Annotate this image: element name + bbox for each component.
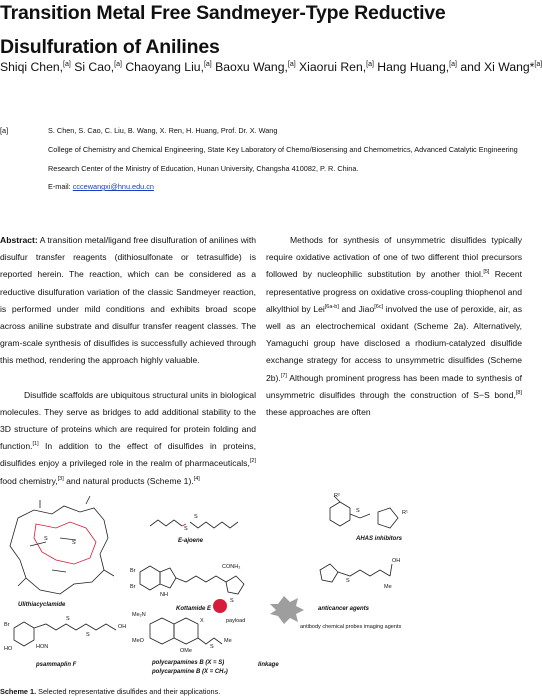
atom-label: NH: [160, 592, 168, 598]
polycarpamine-structure: [150, 618, 222, 644]
email-link[interactable]: cccewangxi@hnu.edu.cn: [72, 182, 154, 191]
atom-label: S: [86, 632, 90, 638]
atom-label: Br: [130, 584, 136, 590]
affiliation-email: [48, 182, 154, 191]
atom-label: S: [72, 540, 76, 546]
left-column: [0, 232, 256, 490]
atom-label: OH: [118, 624, 127, 630]
antibody-icon: [270, 596, 304, 624]
label-ahas: AHAS inhibitors: [356, 536, 402, 542]
intro-text: In addition to the effect of disulfides in proteins, disulfides enjoy a privileged role in the realm of pharmaceuticals,: [0, 441, 256, 469]
ajoene-structure: [150, 520, 238, 528]
author-name: Xiaorui Ren,: [295, 60, 367, 74]
kottamide-structure: [140, 566, 244, 594]
psammaplin-structure: [14, 622, 116, 646]
atom-label: X: [200, 618, 204, 624]
author-name: and Xi Wang*: [456, 60, 535, 74]
citation: [1]: [32, 441, 39, 448]
author-name: Baoxu Wang,: [211, 60, 288, 74]
atom-label: Me: [384, 584, 392, 590]
atom-label: HON: [36, 644, 49, 650]
body-text: these approaches are often: [266, 407, 371, 418]
right-column: [266, 232, 522, 421]
ulithiacyclamide-structure: [10, 496, 114, 594]
author-affiliation-mark: [a]: [287, 60, 296, 68]
citation: [5]: [483, 269, 490, 276]
atom-label: S: [346, 578, 350, 584]
intro-paragraph: [0, 387, 256, 490]
label-ulithiacyclamide: Ulithiacyclamide: [18, 602, 66, 608]
author-affiliation-mark: [a]: [449, 60, 457, 68]
affiliation-names: S. Chen, S. Cao, C. Liu, B. Wang, X. Ren, H. Huang, Prof. Dr. X. Wang: [48, 126, 278, 135]
author-list: [0, 60, 542, 74]
label-polycarpamine-2: polycarpamine B (X = CH₂): [152, 669, 228, 675]
body-text: involved the use of peroxide, air, as well as an electrochemical oxidant (Scheme 2a). Alternatively, Yamaguchi group have disclosed a rhodium-catalyzed disulfide exchange strategy for access to unsymmetric disulfides (Scheme 2b).: [266, 303, 522, 383]
body-paragraph: [266, 232, 522, 421]
intro-text: and natural products (Scheme 1).: [63, 475, 194, 486]
citation: [3]: [57, 475, 64, 482]
atom-label: S: [356, 508, 360, 514]
citation: [6a-b]: [324, 303, 339, 310]
citation: [7]: [280, 372, 287, 379]
atom-label: HO: [4, 646, 13, 652]
atom-label: S: [194, 514, 198, 520]
label-polycarpamine-1: polycarpamines B (X = S): [152, 660, 225, 666]
atom-label: Br: [130, 568, 136, 574]
author-affiliation-mark: [a]: [203, 60, 212, 68]
email-label: E-mail:: [48, 182, 73, 191]
ahas-structure: [330, 496, 398, 528]
label-payload: payload: [226, 618, 246, 624]
body-text: Methods for synthesis of unsymmetric disulfides typically require oxidative activation of one of two different thiol precursors followed by nucleophilic substitution by another thiol.: [266, 235, 522, 280]
intro-text: Disulfide scaffolds are ubiquitous structural units in biological molecules. They serve as bridges to add additional stability to the 3D structure of proteins which are required for protein folding and function.: [0, 389, 256, 452]
atom-label: S: [210, 644, 214, 650]
atom-label: CONH₂: [222, 564, 241, 570]
atom-label: OMe: [180, 648, 192, 654]
author-affiliation-mark: [a]: [63, 60, 71, 68]
atom-label: Br: [4, 622, 10, 628]
author-name: Si Cao,: [70, 60, 115, 74]
label-anticancer: anticancer agents: [318, 606, 370, 612]
atom-label: R²: [334, 493, 340, 499]
citation: [2]: [249, 458, 256, 465]
author-affiliation-mark: [a]: [114, 60, 122, 68]
label-linkage: linkage: [258, 662, 279, 668]
affiliation-tag: [a]: [0, 126, 9, 135]
citation: [6c]: [374, 303, 384, 310]
affiliation-line: College of Chemistry and Chemical Engineering, State Key Laboratory of Chemo/Biosensing and Chemometrics, Advanced Catalytic Engineering: [48, 145, 518, 154]
atom-label: S: [184, 526, 188, 532]
citation: [4]: [193, 475, 200, 482]
body-text: and Jiao: [338, 303, 375, 314]
author-name: Shiqi Chen,: [0, 60, 64, 74]
label-psammaplin: psammaplin F: [36, 662, 77, 668]
author-name: Hang Huang,: [373, 60, 450, 74]
label-antibody: antibody chemical probes imaging agents: [300, 624, 402, 630]
abstract-text: A transition metal/ligand free disulfuration of anilines with disulfur transfer reagents (dithiosulfonate or tetrasulfide) is reported herein. The reaction, which can be considered as a reductive disulfuration variation of the classic Sandmeyer reaction, is performed under mild conditions and exhibits broad scope across aniline substrate and disulfur transfer reagent classes. The gram-scale synthesis of disulfides is successfully achieved through this method, rendering the approach highly valuable.: [0, 235, 256, 366]
atom-label: S: [44, 536, 48, 542]
body-text: Although prominent progress has been made to synthesis of unsymmetric disulfides through the construction of S−S bond,: [266, 372, 522, 400]
atom-label: OH: [392, 558, 401, 564]
payload-icon: [213, 599, 227, 613]
caption-label: Scheme 1.: [0, 687, 37, 696]
paper-title: Transition Metal Free Sandmeyer-Type Reductive Disulfuration of Anilines: [0, 2, 446, 58]
atom-label: MeO: [132, 638, 144, 644]
body-text: Recent representative progress on oxidative cross-coupling thiophenol and alkylthiol by Lei: [266, 269, 522, 314]
atom-label: S: [66, 616, 70, 622]
atom-label: Me: [224, 638, 232, 644]
label-kottamide: Kottamide E: [176, 606, 212, 612]
citation: [8]: [515, 389, 522, 396]
abstract: [0, 232, 256, 370]
anticancer-structure: [320, 564, 392, 582]
author-name: Chaoyang Liu,: [121, 60, 204, 74]
atom-label: R¹: [402, 510, 408, 516]
scheme-1-figure: [0, 493, 522, 676]
label-ajoene: E-ajoene: [178, 538, 204, 544]
atom-label: Me₂N: [132, 612, 146, 618]
caption-text: Selected representative disulfides and their applications.: [36, 687, 221, 696]
affiliation-line: Research Center of the Ministry of Education, Hunan University, Changsha 410082, P. R. China.: [48, 164, 359, 173]
author-affiliation-mark: [a]: [534, 60, 542, 68]
author-affiliation-mark: [a]: [366, 60, 374, 68]
intro-text: food chemistry,: [0, 475, 58, 486]
abstract-label: Abstract:: [0, 235, 38, 245]
scheme-caption: [0, 687, 220, 696]
atom-label: S: [230, 598, 234, 604]
